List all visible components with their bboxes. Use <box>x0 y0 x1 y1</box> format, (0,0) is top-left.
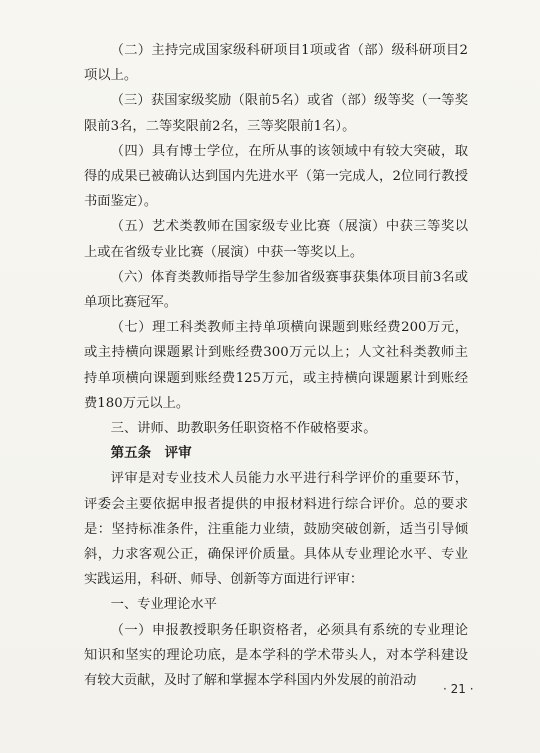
page-number: · 21 · <box>443 682 474 696</box>
paragraph-item-2: （二）主持完成国家级科研项目1项或省（部）级科研项目2项以上。 <box>84 43 468 84</box>
paragraph-item-5: （五）艺术类教师在国家级专业比赛（展演）中获三等奖以上或在省级专业比赛（展演）中获一等奖以上。 <box>84 219 468 260</box>
paragraph-item-7: （七）理工科类教师主持单项横向课题到账经费200万元，或主持横向课题累计到账经费300万元以上；人文社科类教师主持单项横向课题到账经费125万元，或主持横向课题累计到账经费180万元以上。 <box>84 320 468 411</box>
subsection-heading: 一、专业理论水平 <box>110 597 217 613</box>
subsection-paragraph: （一）申报教授职务任职资格者，必须具有系统的专业理论知识和坚实的理论功底，是本学科的学术带头人，对本学科建设有较大贡献，及时了解和掌握本学科国内外发展的前沿动 <box>84 622 468 689</box>
article-title: 第五条 评审 <box>110 445 192 462</box>
paragraph-item-3: （三）获国家级奖励（限前5名）或省（部）级等奖（一等奖限前3名，二等奖限前2名，三等奖限前1名）。 <box>84 93 468 134</box>
article-heading <box>84 441 468 466</box>
paragraph-section-three: 三、讲师、助教职务任职资格不作破格要求。 <box>110 421 377 437</box>
page-body <box>84 38 468 693</box>
paragraph-item-6: （六）体育类教师指导学生参加省级赛事获集体项目前3名或单项比赛冠军。 <box>84 269 468 311</box>
article-intro-paragraph: 评审是对专业技术人员能力水平进行科学评价的重要环节，评委会主要依据申报者提供的申报材料进行综合评价。总的要求是：坚持标准条件，注重能力业绩，鼓励突破创新，适当引导倾斜，力求客观公正，确保评价质量。具体从专业理论水平、专业实践运用，科研、师导、创新等方面进行评审： <box>84 471 468 588</box>
paragraph-item-4: （四）具有博士学位，在所从事的该领域中有较大突破，取得的成果已被确认达到国内先进水平（第一完成人，2位同行教授书面鉴定）。 <box>84 143 468 210</box>
